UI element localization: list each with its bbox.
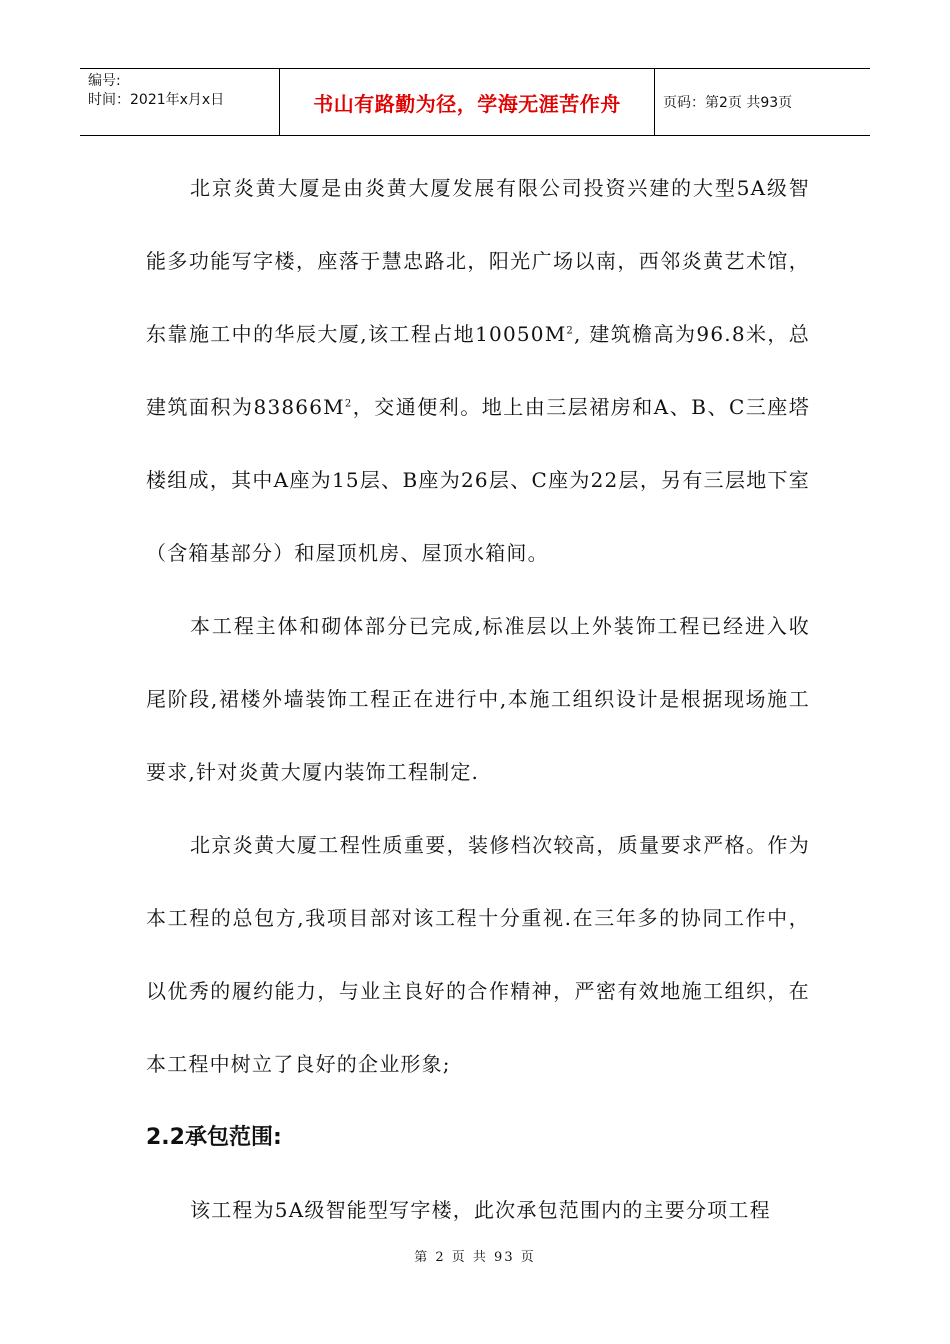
paragraph-progress: 本工程主体和砌体部分已完成,标准层以上外装饰工程已经进入收尾阶段,裙楼外墙装饰工程正在进行中,本施工组织设计是根据现场施工要求,针对炎黄大厦内装饰工程制定.	[146, 614, 810, 784]
page-footer: 第 2 页 共 93 页	[414, 1250, 536, 1265]
header-motto-cell	[280, 69, 655, 135]
paragraph-importance: 北京炎黄大厦工程性质重要，装修档次较高，质量要求严格。作为本工程的总包方,我项目部对该工程十分重视.在三年多的协同工作中，以优秀的履约能力，与业主良好的合作精神，严密有效地施工组织，在本工程中树立了良好的企业形象;	[146, 833, 810, 1076]
motto-text: 书山有路勤为径，学海无涯苦作舟	[313, 91, 621, 116]
para1-text-c: ，交通便利。地上由三层裙房和A、B、C三座塔楼组成，其中A座为15层、B座为26层、C座为22层，另有三层地下室（含箱基部分）和屋顶机房、屋顶水箱间。	[146, 395, 810, 565]
document-header	[80, 68, 870, 136]
superscript-squared: 2	[344, 398, 353, 410]
number-label: 编号:	[88, 73, 121, 89]
document-body	[146, 152, 810, 1247]
superscript-squared: 2	[566, 325, 574, 337]
paragraph-project-overview	[146, 152, 810, 590]
section-heading-scope: 2.2承包范围:	[146, 1125, 282, 1150]
para1-text-b: , 建筑檐高为96.8米，总建筑面积为83866M	[146, 322, 811, 419]
header-meta-cell	[80, 69, 280, 135]
header-page-cell	[655, 69, 870, 135]
page-code: 页码：第2页 共93页	[663, 95, 793, 111]
time-label: 时间：2021年x月x日	[88, 92, 225, 108]
paragraph-scope: 该工程为5A级智能型写字楼，此次承包范围内的主要分项工程	[190, 1198, 771, 1222]
para1-text-a: 北京炎黄大厦是由炎黄大厦发展有限公司投资兴建的大型5A级智能多功能写字楼，座落于慧忠路北，阳光广场以南，西邻炎黄艺术馆，东靠施工中的华辰大厦,该工程占地10050M	[146, 176, 810, 346]
